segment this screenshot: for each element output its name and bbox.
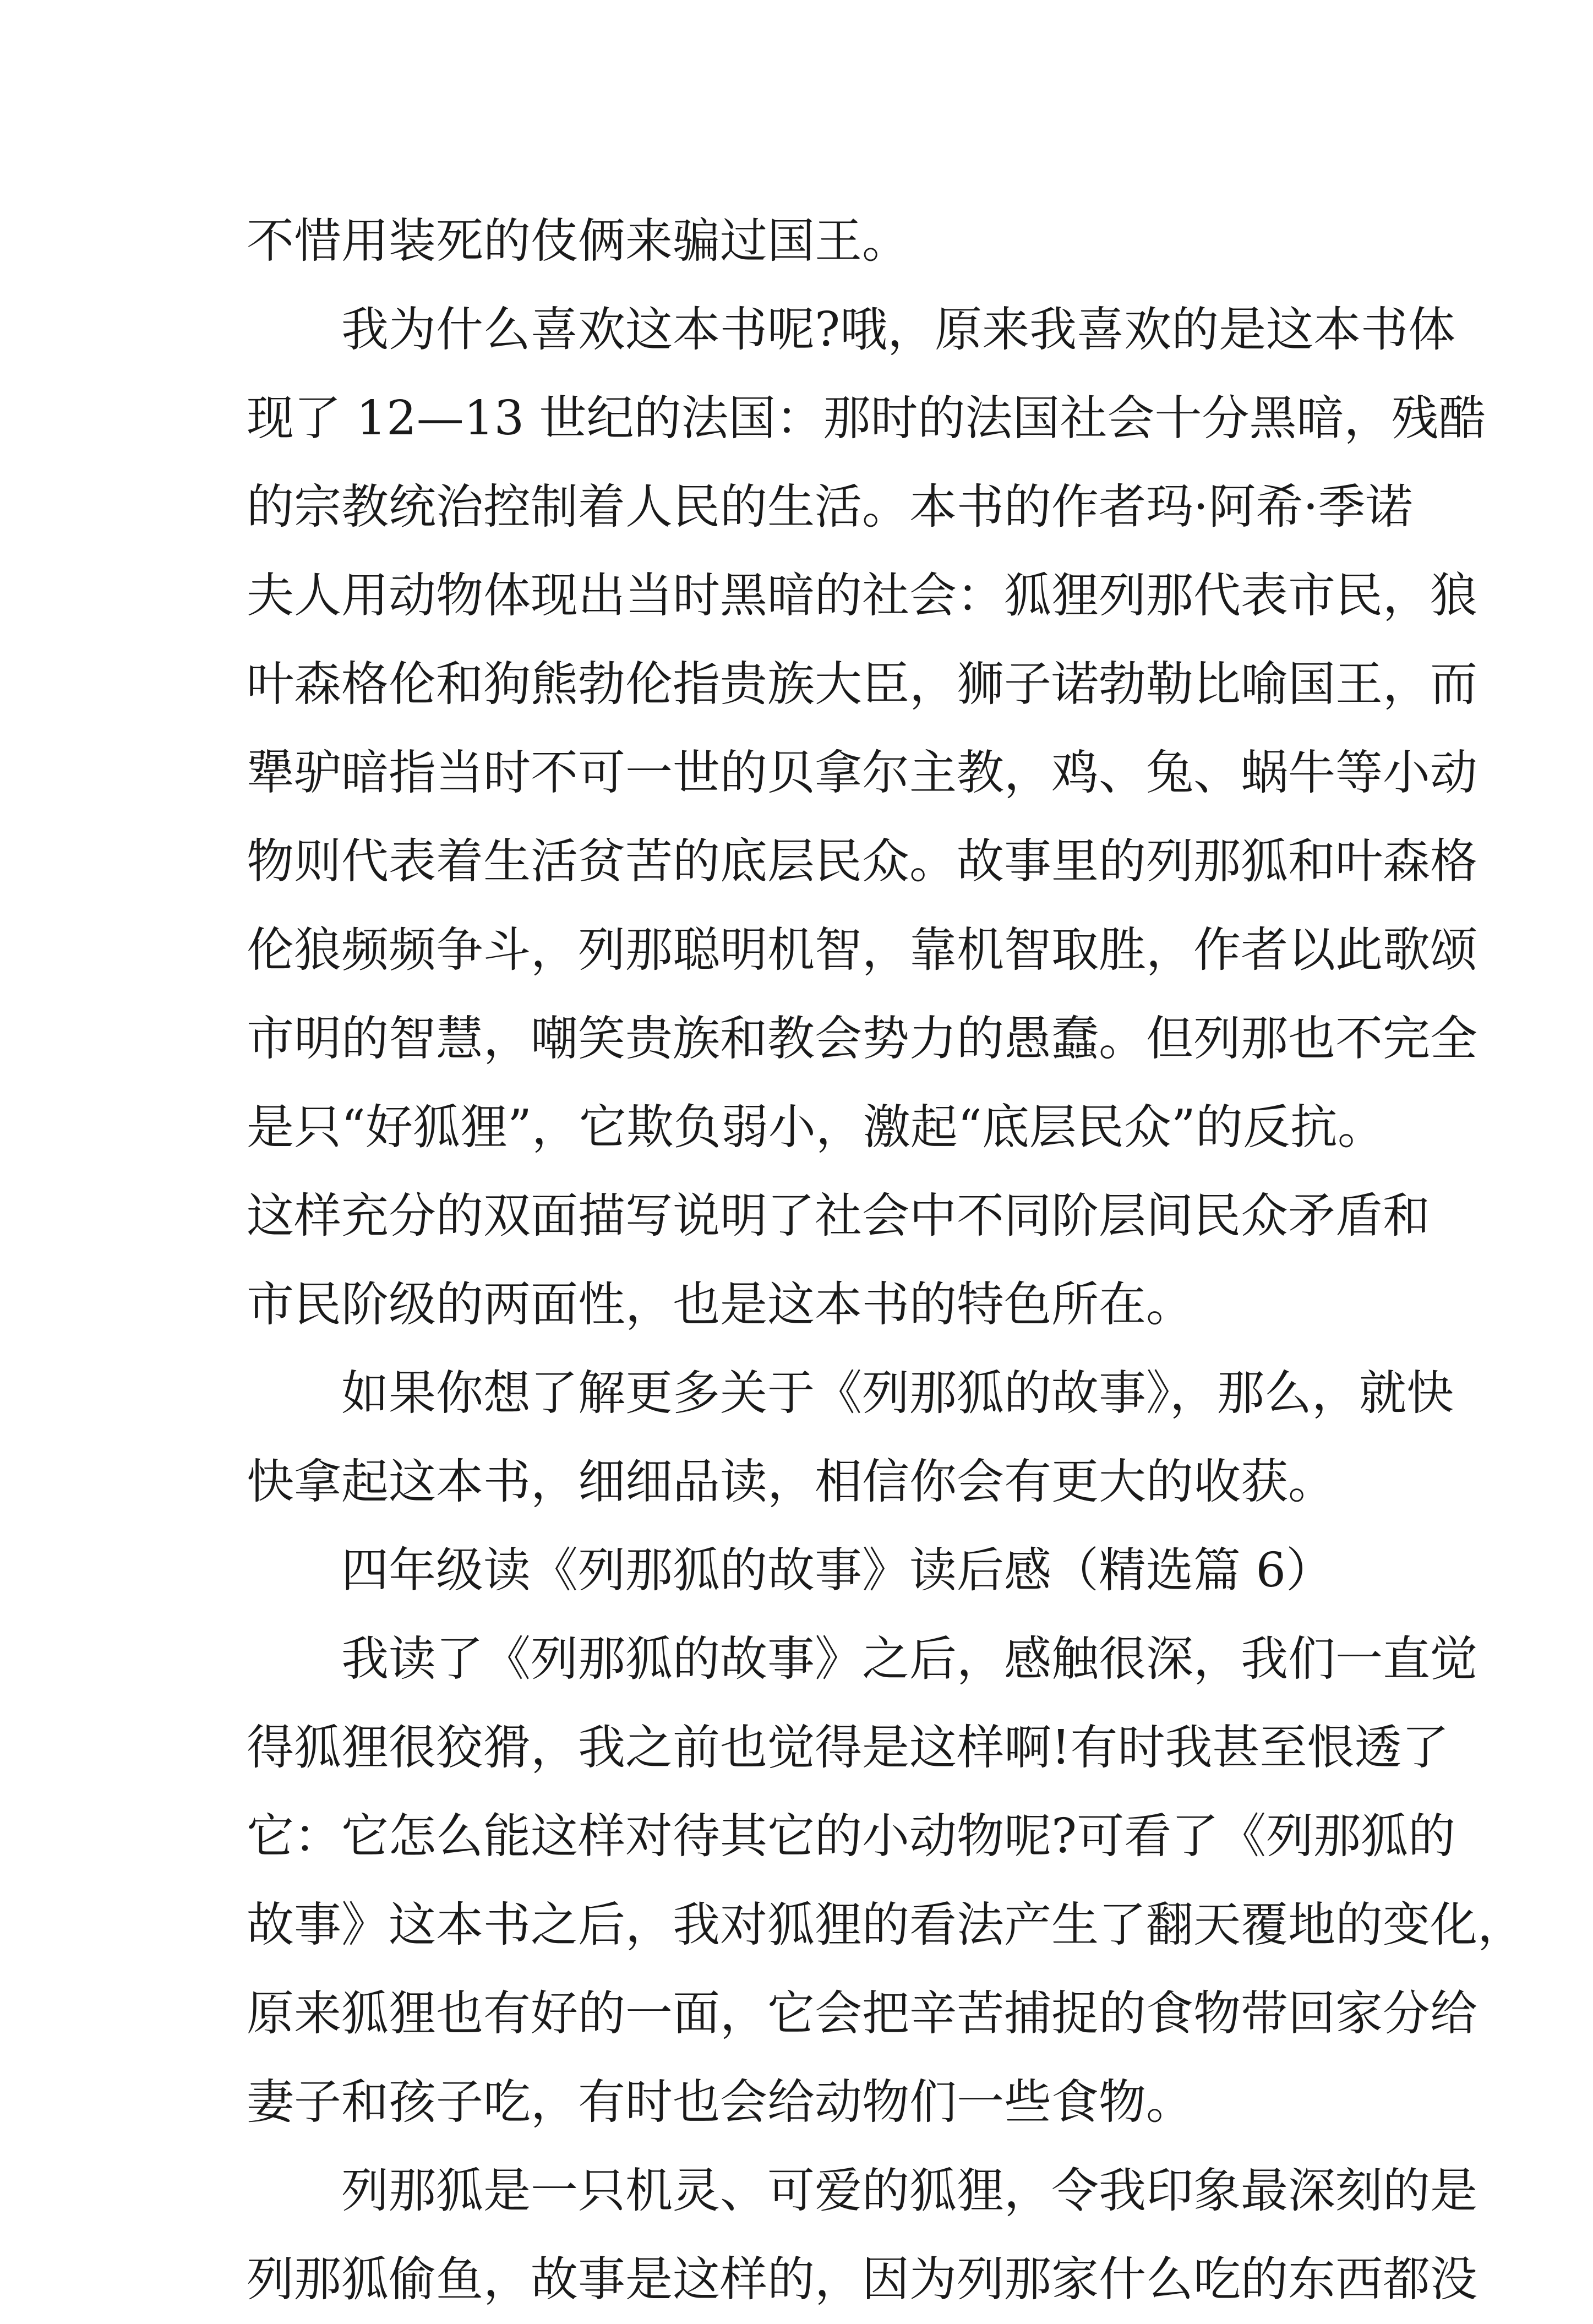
text-line: 得狐狸很狡猾，我之前也觉得是这样啊!有时我甚至恨透了 — [247, 1720, 1449, 1775]
text-line: 如果你想了解更多关于《列那狐的故事》，那么，就快 — [341, 1366, 1454, 1421]
text-line: 市明的智慧，嘲笑贵族和教会势力的愚蠢。但列那也不完全 — [247, 1011, 1477, 1066]
section-heading: 四年级读《列那狐的故事》读后感（精选篇 6） — [341, 1543, 1334, 1598]
text-line: 的宗教统治控制着人民的生活。本书的作者玛·阿希·季诺 — [247, 479, 1413, 534]
text-line: 不惜用装死的伎俩来骗过国王。 — [247, 214, 909, 269]
text-line: 市民阶级的两面性，也是这本书的特色所在。 — [247, 1277, 1193, 1332]
text-line: 现了 12—13 世纪的法国：那时的法国社会十分黑暗，残酷 — [247, 391, 1486, 446]
text-line: 它：它怎么能这样对待其它的小动物呢?可看了《列那狐的 — [247, 1809, 1456, 1864]
text-line: 我为什么喜欢这本书呢?哦，原来我喜欢的是这本书体 — [341, 302, 1456, 357]
text-line: 我读了《列那狐的故事》之后，感触很深，我们一直觉 — [341, 1632, 1477, 1687]
text-line: 夫人用动物体现出当时黑暗的社会：狐狸列那代表市民，狼 — [247, 568, 1477, 623]
text-line: 是只“好狐狸”，它欺负弱小，激起“底层民众”的反抗。 — [247, 1100, 1385, 1155]
text-line: 原来狐狸也有好的一面，它会把辛苦捕捉的食物带回家分给 — [247, 1986, 1477, 2041]
text-line: 快拿起这本书，细细品读，相信你会有更大的收获。 — [247, 1454, 1335, 1509]
text-line: 叶森格伦和狗熊勃伦指贵族大臣，狮子诺勃勒比喻国王，而 — [247, 657, 1477, 712]
text-line: 故事》这本书之后，我对狐狸的看法产生了翻天覆地的变化， — [247, 1897, 1525, 1952]
text-line: 伦狼频频争斗，列那聪明机智，靠机智取胜，作者以此歌颂 — [247, 923, 1477, 978]
text-line: 列那狐是一只机灵、可爱的狐狸，令我印象最深刻的是 — [341, 2163, 1477, 2218]
text-line: 犟驴暗指当时不可一世的贝拿尔主教，鸡、兔、蜗牛等小动 — [247, 745, 1477, 800]
text-line: 列那狐偷鱼，故事是这样的，因为列那家什么吃的东西都没 — [247, 2252, 1477, 2307]
text-line: 物则代表着生活贫苦的底层民众。故事里的列那狐和叶森格 — [247, 834, 1477, 889]
body-text — [247, 197, 1525, 2324]
text-line: 这样充分的双面描写说明了社会中不同阶层间民众矛盾和 — [247, 1188, 1430, 1243]
text-line: 妻子和孩子吃，有时也会给动物们一些食物。 — [247, 2075, 1193, 2130]
